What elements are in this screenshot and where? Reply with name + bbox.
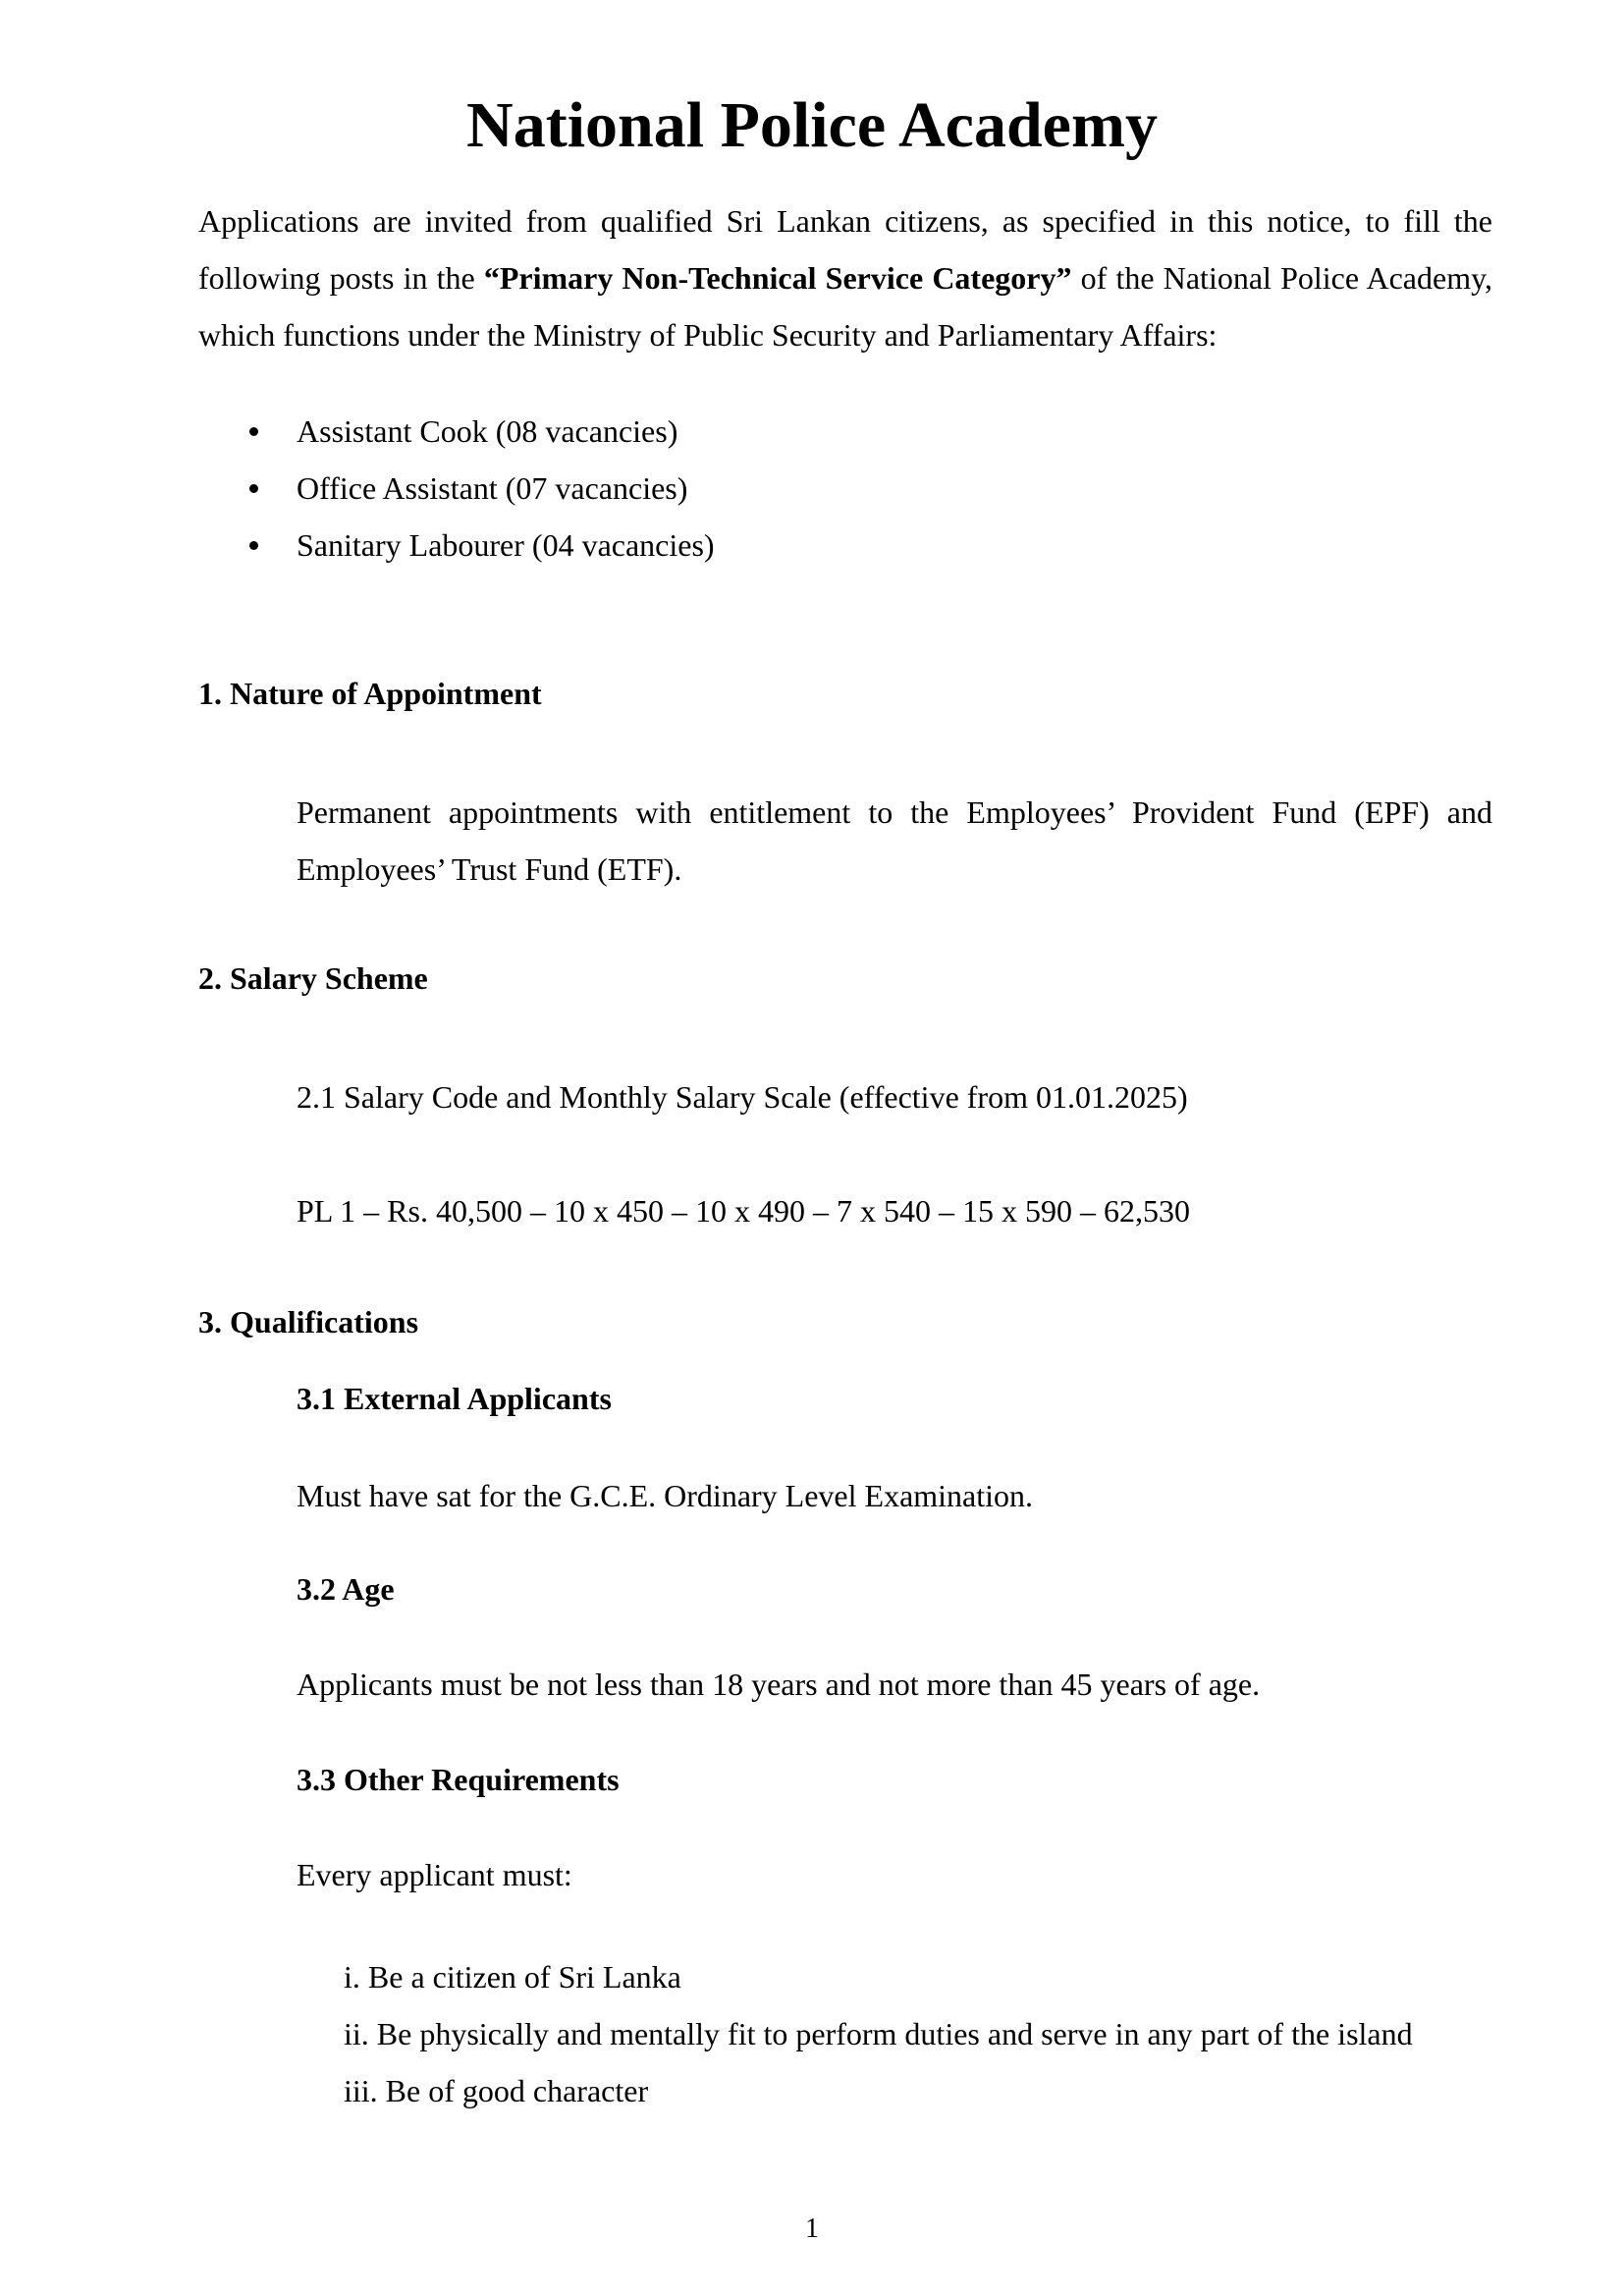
other-requirements-intro: Every applicant must:	[297, 1857, 572, 1892]
requirement-item: i. Be a citizen of Sri Lanka	[344, 1959, 681, 1995]
post-item	[247, 403, 715, 460]
subheading-age: 3.2 Age	[297, 1571, 395, 1607]
intro-paragraph	[198, 192, 1492, 363]
appointment-text: Permanent appointments with entitlement to the Employees’ Provident Fund (EPF) and Employees’ Trust Fund (ETF).	[297, 794, 1492, 887]
subheading-external-applicants: 3.1 External Applicants	[297, 1381, 612, 1416]
post-label: Assistant Cook (08 vacancies)	[297, 413, 678, 449]
bullet-icon	[249, 541, 258, 550]
document-title: National Police Academy	[466, 89, 1158, 161]
age-text: Applicants must be not less than 18 years and not more than 45 years of age.	[297, 1667, 1261, 1702]
bullet-icon	[249, 427, 258, 436]
salary-scale-line: PL 1 – Rs. 40,500 – 10 x 450 – 10 x 490 – 7 x 540 – 15 x 590 – 62,530	[297, 1193, 1190, 1229]
intro-text-part1: Applications are invited from qualified Sri Lankan citizens, as specified in this notice, to fill the following posts in the	[198, 203, 1492, 296]
post-item	[247, 460, 715, 517]
post-item	[247, 517, 715, 574]
intro-text-part2: of the National Police Academy, which functions under the Ministry of Public Security and Parliamentary Affairs:	[198, 260, 1493, 353]
page-number: 1	[805, 2214, 819, 2244]
subheading-other-requirements: 3.3 Other Requirements	[297, 1762, 620, 1797]
requirements-list	[344, 1948, 1413, 2119]
section-heading-appointment: 1. Nature of Appointment	[198, 676, 542, 711]
post-label: Office Assistant (07 vacancies)	[297, 470, 688, 506]
intro-service-category: “Primary Non-Technical Service Category”	[483, 260, 1072, 296]
requirement-item: iii. Be of good character	[344, 2073, 649, 2108]
external-applicants-text: Must have sat for the G.C.E. Ordinary Level Examination.	[297, 1478, 1034, 1513]
salary-code-line: 2.1 Salary Code and Monthly Salary Scale (effective from 01.01.2025)	[297, 1079, 1188, 1115]
section-heading-salary: 2. Salary Scheme	[198, 960, 428, 996]
section-heading-qualifications: 3. Qualifications	[198, 1304, 419, 1339]
post-label: Sanitary Labourer (04 vacancies)	[297, 527, 715, 563]
posts-list	[247, 403, 715, 574]
bullet-icon	[249, 484, 258, 493]
requirement-item: ii. Be physically and mentally fit to perform duties and serve in any part of the island	[344, 2016, 1413, 2051]
